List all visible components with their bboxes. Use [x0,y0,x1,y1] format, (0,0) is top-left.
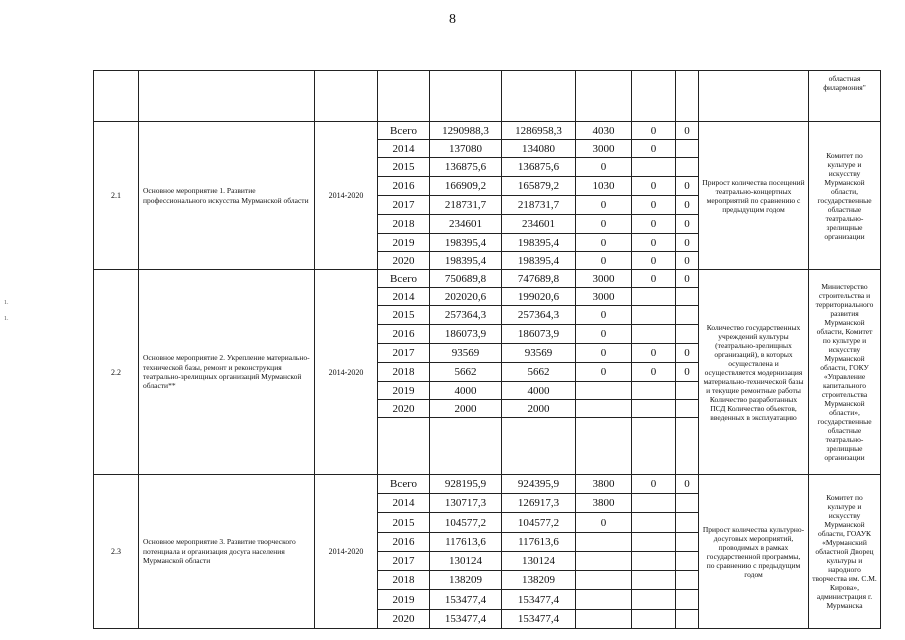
amount-cell: 104577,2 [502,513,576,533]
amount-cell [576,590,632,610]
year-cell: 2015 [378,158,430,177]
executor-cell: Комитет по культуре и искусству Мурманской области, государственные областные театрально-зрелищные организации [809,122,881,270]
amount-cell: 130124 [502,552,576,571]
amount-cell [632,325,676,344]
indicator-cell: Количество государственных учреждений культуры (театрально-зрелищных организаций), в которых осуществлена и осуществляется модернизация материально-технической базы и текущие ремонтные работы Количество разработанных ПСД Количество объектов, введенных в эксплуатацию [699,270,809,475]
amount-cell: 126917,3 [502,494,576,513]
margin-mark: 1. [4,300,9,306]
amount-cell: 0 [632,122,676,140]
amount-cell [676,552,699,571]
amount-cell: 130717,3 [430,494,502,513]
table-row [94,270,881,288]
amount-cell [676,400,699,418]
amount-cell: 0 [676,215,699,234]
amount-cell: 0 [632,234,676,252]
year-cell: 2019 [378,382,430,400]
amount-cell [676,288,699,306]
amount-cell: 4000 [430,382,502,400]
year-cell: 2019 [378,590,430,610]
amount-cell [632,382,676,400]
amount-cell [632,513,676,533]
amount-cell [676,158,699,177]
amount-cell: 0 [632,270,676,288]
indicator-cell: Прирост количества культурно-досуговых мероприятий, проводимых в рамках государственной программы, по сравнению с предыдущим годом [699,475,809,629]
amount-cell: 0 [676,475,699,494]
table-row [94,122,881,140]
executor-cell: областная филармония" [809,71,881,122]
amount-cell: 0 [676,252,699,270]
amount-cell [676,590,699,610]
amount-cell: 0 [676,122,699,140]
year-cell: 2020 [378,400,430,418]
amount-cell [676,571,699,590]
period: 2014-2020 [315,122,378,270]
year-cell: 2020 [378,252,430,270]
year-cell: 2017 [378,344,430,363]
amount-cell: 198395,4 [430,234,502,252]
activity-name: Основное мероприятие 3. Развитие творческого потенциала и организация досуга населения Мурманской области [139,475,315,629]
year-cell: 2014 [378,288,430,306]
amount-cell: 165879,2 [502,177,576,196]
amount-cell: 0 [632,475,676,494]
amount-cell: 1286958,3 [502,122,576,140]
amount-cell: 136875,6 [502,158,576,177]
amount-cell: 0 [632,252,676,270]
amount-cell [632,400,676,418]
year-cell: 2015 [378,306,430,325]
amount-cell: 153477,4 [502,590,576,610]
year-cell [378,418,430,475]
page-number: 8 [449,12,456,27]
amount-cell: 4030 [576,122,632,140]
amount-cell [676,140,699,158]
amount-cell: 0 [676,344,699,363]
amount-cell [676,382,699,400]
year-cell: Всего [378,475,430,494]
amount-cell [632,288,676,306]
amount-cell [632,533,676,552]
amount-cell: 218731,7 [430,196,502,215]
amount-cell: 198395,4 [502,252,576,270]
amount-cell: 153477,4 [502,610,576,629]
period: 2014-2020 [315,270,378,475]
executor-cell: Комитет по культуре и искусству Мурманской области, ГОАУК «Мурманский областной Дворец культуры и народного творчества им. С.М. Кирова», администрация г. Мурманска [809,475,881,629]
amount-cell: 104577,2 [430,513,502,533]
amount-cell: 3000 [576,140,632,158]
amount-cell: 2000 [502,400,576,418]
row-index: 2.1 [94,122,139,270]
amount-cell: 199020,6 [502,288,576,306]
year-cell: 2016 [378,325,430,344]
year-cell: 2018 [378,363,430,382]
year-cell: 2019 [378,234,430,252]
amount-cell: 257364,3 [502,306,576,325]
amount-cell: 0 [632,140,676,158]
amount-cell: 0 [576,306,632,325]
amount-cell: 130124 [430,552,502,571]
year-cell: Всего [378,122,430,140]
amount-cell [632,552,676,571]
amount-cell: 747689,8 [502,270,576,288]
amount-cell: 5662 [502,363,576,382]
amount-cell [676,306,699,325]
amount-cell: 0 [632,363,676,382]
amount-cell: 202020,6 [430,288,502,306]
year-cell: 2018 [378,571,430,590]
amount-cell: 257364,3 [430,306,502,325]
year-cell: 2014 [378,140,430,158]
amount-cell: 0 [576,513,632,533]
amount-cell [632,610,676,629]
amount-cell: 5662 [430,363,502,382]
year-cell: 2020 [378,610,430,629]
amount-cell: 0 [676,270,699,288]
amount-cell: 138209 [502,571,576,590]
amount-cell: 93569 [502,344,576,363]
amount-cell: 2000 [430,400,502,418]
amount-cell [430,418,502,475]
amount-cell: 0 [576,344,632,363]
amount-cell [632,494,676,513]
table-row [94,71,881,122]
amount-cell: 0 [676,234,699,252]
amount-cell: 0 [576,252,632,270]
amount-cell: 0 [632,177,676,196]
amount-cell: 198395,4 [502,234,576,252]
amount-cell [632,418,676,475]
year-cell: 2018 [378,215,430,234]
amount-cell: 928195,9 [430,475,502,494]
amount-cell: 186073,9 [430,325,502,344]
executor-cell: Министерство строительства и территориального развития Мурманской области, Комитет по культуре и искусству Мурманской области, ГОКУ «Управление капитального строительства Мурманской области», государственные областные театрально-зрелищные организации [809,270,881,475]
year-cell: 2014 [378,494,430,513]
amount-cell [676,533,699,552]
amount-cell: 3800 [576,475,632,494]
amount-cell: 234601 [430,215,502,234]
amount-cell: 0 [576,363,632,382]
activity-name: Основное мероприятие 1. Развитие профессионального искусства Мурманской области [139,122,315,270]
amount-cell [676,494,699,513]
amount-cell: 137080 [430,140,502,158]
amount-cell [576,533,632,552]
amount-cell: 0 [576,325,632,344]
amount-cell [632,158,676,177]
amount-cell: 1290988,3 [430,122,502,140]
amount-cell: 166909,2 [430,177,502,196]
amount-cell [502,418,576,475]
amount-cell: 0 [576,158,632,177]
amount-cell [676,513,699,533]
amount-cell: 234601 [502,215,576,234]
period: 2014-2020 [315,475,378,629]
amount-cell: 0 [676,177,699,196]
amount-cell: 153477,4 [430,590,502,610]
amount-cell: 93569 [430,344,502,363]
amount-cell: 3800 [576,494,632,513]
amount-cell: 198395,4 [430,252,502,270]
indicator-cell: Прирост количества посещений театрально-концертных мероприятий по сравнению с предыдущим годом [699,122,809,270]
year-cell: 2017 [378,552,430,571]
amount-cell: 1030 [576,177,632,196]
amount-cell [576,552,632,571]
year-cell: 2016 [378,177,430,196]
activity-name: Основное мероприятие 2. Укрепление материально-технической базы, ремонт и реконструкция театрально-зрелищных организаций Мурманской области** [139,270,315,475]
amount-cell: 0 [576,234,632,252]
amount-cell [576,400,632,418]
amount-cell [576,418,632,475]
amount-cell: 218731,7 [502,196,576,215]
amount-cell: 117613,6 [430,533,502,552]
amount-cell [576,571,632,590]
amount-cell [676,610,699,629]
amount-cell: 136875,6 [430,158,502,177]
year-cell: 2015 [378,513,430,533]
amount-cell: 3000 [576,288,632,306]
row-index: 2.3 [94,475,139,629]
amount-cell: 117613,6 [502,533,576,552]
amount-cell: 924395,9 [502,475,576,494]
amount-cell: 750689,8 [430,270,502,288]
year-cell: 2016 [378,533,430,552]
amount-cell [632,306,676,325]
amount-cell: 3000 [576,270,632,288]
amount-cell [632,571,676,590]
amount-cell [632,590,676,610]
amount-cell: 0 [576,215,632,234]
amount-cell: 186073,9 [502,325,576,344]
table-row [94,475,881,494]
amount-cell: 134080 [502,140,576,158]
amount-cell: 0 [632,344,676,363]
amount-cell: 0 [676,363,699,382]
amount-cell: 4000 [502,382,576,400]
amount-cell: 0 [676,196,699,215]
amount-cell [576,610,632,629]
amount-cell [576,382,632,400]
margin-mark: 1. [4,316,9,322]
year-cell: Всего [378,270,430,288]
amount-cell: 0 [632,196,676,215]
amount-cell: 138209 [430,571,502,590]
amount-cell: 0 [576,196,632,215]
amount-cell [676,418,699,475]
year-cell: 2017 [378,196,430,215]
program-table [93,70,881,629]
row-index: 2.2 [94,270,139,475]
amount-cell: 0 [632,215,676,234]
amount-cell: 153477,4 [430,610,502,629]
amount-cell [676,325,699,344]
